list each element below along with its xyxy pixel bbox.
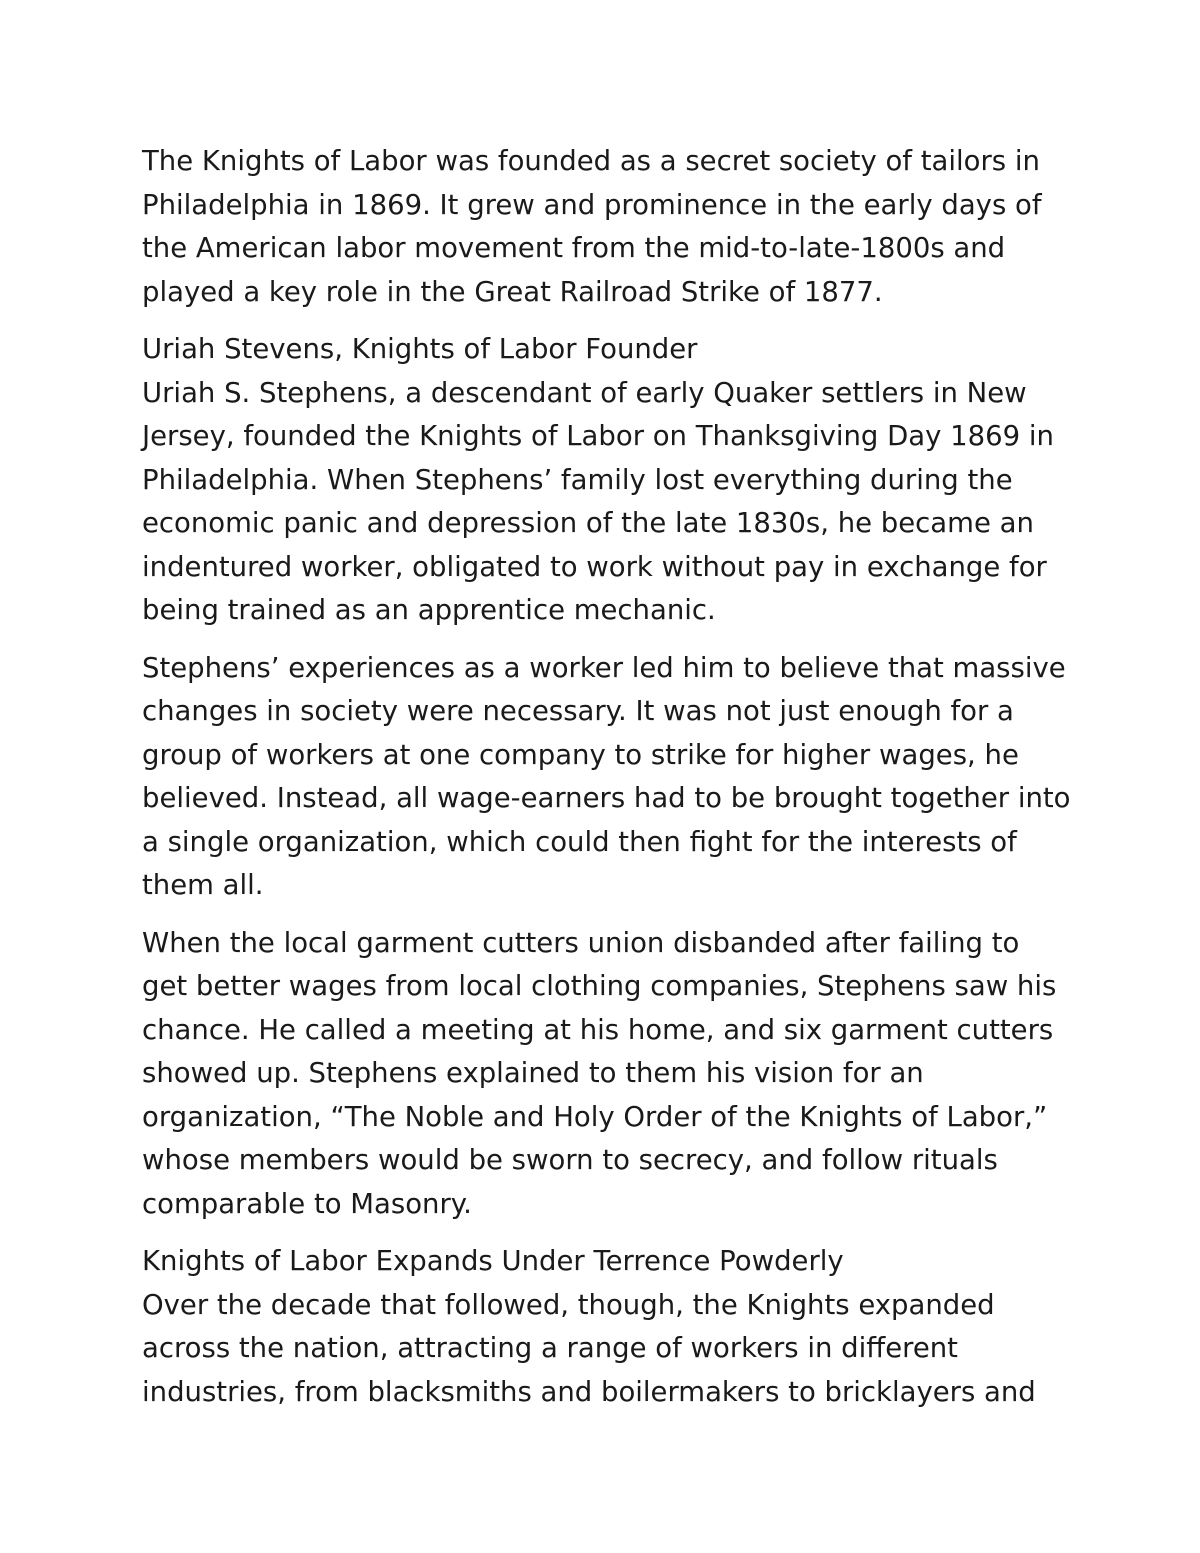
- text-line: showed up. Stephens explained to them his vision for an: [142, 1057, 924, 1089]
- text-line: a single organization, which could then fight for the interests of: [142, 825, 1017, 858]
- section-powderly: [142, 1240, 1072, 1414]
- text-line: across the nation, attracting a range of workers in different: [142, 1332, 958, 1364]
- section-founder: [142, 328, 1072, 633]
- section-heading: Knights of Labor Expands Under Terrence Powderly: [142, 1245, 844, 1277]
- text-line: economic panic and depression of the late 1830s, he became an: [142, 507, 1034, 539]
- text-line: played a key role in the Great Railroad Strike of 1877.: [142, 275, 883, 308]
- text-line: indentured worker, obligated to work without pay in exchange for: [142, 550, 1047, 583]
- text-line: get better wages from local clothing companies, Stephens saw his: [142, 970, 1057, 1002]
- text-line: the American labor movement from the mid-to-late-1800s and: [142, 232, 1006, 264]
- text-line: them all.: [142, 869, 264, 901]
- text-line: When the local garment cutters union disbanded after failing to: [142, 926, 1020, 959]
- section-heading: Uriah Stevens, Knights of Labor Founder: [142, 333, 698, 365]
- document-body: [142, 140, 1072, 1428]
- text-line: changes in society were necessary. It was not just enough for a: [142, 695, 1014, 727]
- paragraph-intro: [142, 140, 1072, 314]
- text-line: Philadelphia. When Stephens’ family lost everything during the: [142, 463, 1013, 496]
- text-line: believed. Instead, all wage-earners had to be brought together into: [142, 782, 1071, 814]
- text-line: Over the decade that followed, though, the Knights expanded: [142, 1288, 995, 1321]
- text-line: being trained as an apprentice mechanic.: [142, 594, 716, 626]
- text-line: whose members would be sworn to secrecy, and follow rituals: [142, 1144, 998, 1176]
- text-line: chance. He called a meeting at his home, and six garment cutters: [142, 1013, 1054, 1046]
- text-line: Jersey, founded the Knights of Labor on Thanksgiving Day 1869 in: [142, 420, 1054, 452]
- paragraph-garment-cutters: [142, 922, 1072, 1227]
- text-line: group of workers at one company to strike for higher wages, he: [142, 738, 1019, 771]
- text-line: comparable to Masonry.: [142, 1187, 472, 1220]
- paragraph-experiences: [142, 647, 1072, 908]
- text-line: organization, “The Noble and Holy Order of the Knights of Labor,”: [142, 1100, 1048, 1133]
- text-line: The Knights of Labor was founded as a secret society of tailors in: [142, 145, 1040, 177]
- text-line: Stephens’ experiences as a worker led him to believe that massive: [142, 651, 1066, 684]
- text-line: Uriah S. Stephens, a descendant of early Quaker settlers in New: [142, 376, 1027, 409]
- text-line: Philadelphia in 1869. It grew and prominence in the early days of: [142, 188, 1042, 221]
- text-line: industries, from blacksmiths and boilermakers to bricklayers and: [142, 1375, 1036, 1408]
